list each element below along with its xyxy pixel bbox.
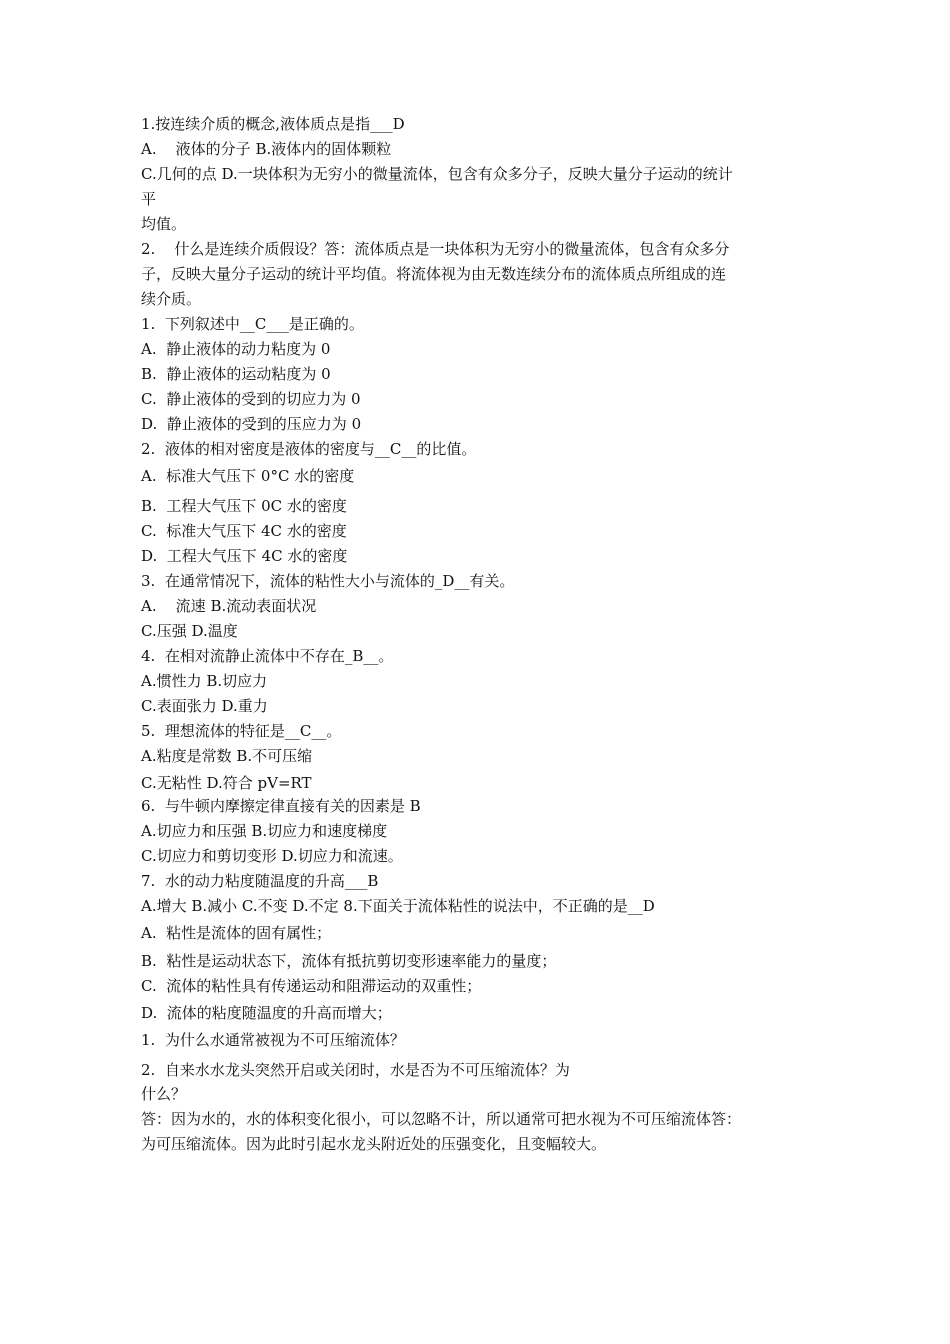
density-option-d: D. 工程大气压下 4C 水的密度 [141,547,348,565]
density-option-c: C. 标准大气压下 4C 水的密度 [141,522,347,540]
viscosity-statement-d: D. 流体的粘度随温度的升高而增大； [141,1004,392,1022]
viscosity-q1-option-b: B. 静止液体的运动粘度为 0 [141,365,331,383]
viscosity-statement-a: A. 粘性是流体的固有属性； [141,924,332,942]
viscosity-factor-options-cd: C.压强 D.温度 [141,622,238,640]
viscosity-factor-options-ab: A. 流速 B.流动表面状况 [141,597,317,615]
continuum-question: 2. 什么是连续介质假设？答：流体质点是一块体积为无穷小的微量流体，包含有众多分 [141,240,730,258]
viscosity-q1-option-d: D. 静止液体的受到的压应力为 0 [141,415,362,433]
question-1-stem: 1.按连续介质的概念,液体质点是指___D [141,115,405,133]
viscosity-statement-b: B. 粘性是运动状态下，流体有抵抗剪切变形速率能力的量度； [141,952,557,970]
ideal-fluid-stem: 5. 理想流体的特征是__C__。 [141,722,342,740]
viscosity-q1-option-c: C. 静止液体的受到的切应力为 0 [141,390,361,408]
density-option-b: B. 工程大气压下 0C 水的密度 [141,497,347,515]
static-fluid-options-cd: C.表面张力 D.重力 [141,697,268,715]
ideal-fluid-options-ab: A.粘度是常数 B.不可压缩 [141,747,313,765]
static-fluid-stem: 4. 在相对流静止流体中不存在_B__。 [141,647,394,665]
compressibility-answer-line-1: 答：因为水的，水的体积变化很小，可以忽略不计，所以通常可把水视为不可压缩流体答： [141,1110,742,1128]
newton-law-options-ab: A.切应力和压强 B.切应力和速度梯度 [141,822,388,840]
water-viscosity-stem: 7. 水的动力粘度随温度的升高___B [141,872,379,890]
compressibility-question-1: 1. 为什么水通常被视为不可压缩流体？ [141,1031,405,1049]
continuum-answer-line-2: 子，反映大量分子运动的统计平均值。将流体视为由无数连续分布的流体质点所组成的连 [141,265,727,283]
compressibility-question-2-end: 什么？ [141,1085,187,1103]
question-1-options-cd-wrap: 平 [141,190,157,208]
density-question-stem: 2. 液体的相对密度是液体的密度与__C__的比值。 [141,440,477,458]
compressibility-answer-line-2: 为可压缩流体。因为此时引起水龙头附近处的压强变化，且变幅较大。 [141,1135,607,1153]
continuum-answer-line-3: 续介质。 [141,290,202,308]
static-fluid-options-ab: A.惯性力 B.切应力 [141,672,268,690]
viscosity-question-1-stem: 1. 下列叙述中__C___是正确的。 [141,315,364,333]
viscosity-statement-c: C. 流体的粘性具有传递运动和阻滞运动的双重性； [141,977,482,995]
question-1-options-cd-end: 均值。 [141,215,187,233]
density-option-a: A. 标准大气压下 0°C 水的密度 [141,467,355,485]
compressibility-question-2: 2. 自来水水龙头突然开启或关闭时，水是否为不可压缩流体？为 [141,1061,570,1079]
viscosity-q1-option-a: A. 静止液体的动力粘度为 0 [141,340,331,358]
ideal-fluid-options-cd: C.无粘性 D.符合 pV=RT [141,774,312,792]
viscosity-factor-stem: 3. 在通常情况下，流体的粘性大小与流体的_D__有关。 [141,572,515,590]
newton-law-stem: 6. 与牛顿内摩擦定律直接有关的因素是 B [141,797,421,815]
question-1-options-ab: A. 液体的分子 B.液体内的固体颗粒 [141,140,392,158]
water-viscosity-options: A.增大 B.减小 C.不变 D.不定 8.下面关于流体粘性的说法中，不正确的是__D [141,897,655,915]
newton-law-options-cd: C.切应力和剪切变形 D.切应力和流速。 [141,847,403,865]
question-1-options-cd: C.几何的点 D.一块体积为无穷小的微量流体，包含有众多分子，反映大量分子运动的统计 [141,165,733,183]
